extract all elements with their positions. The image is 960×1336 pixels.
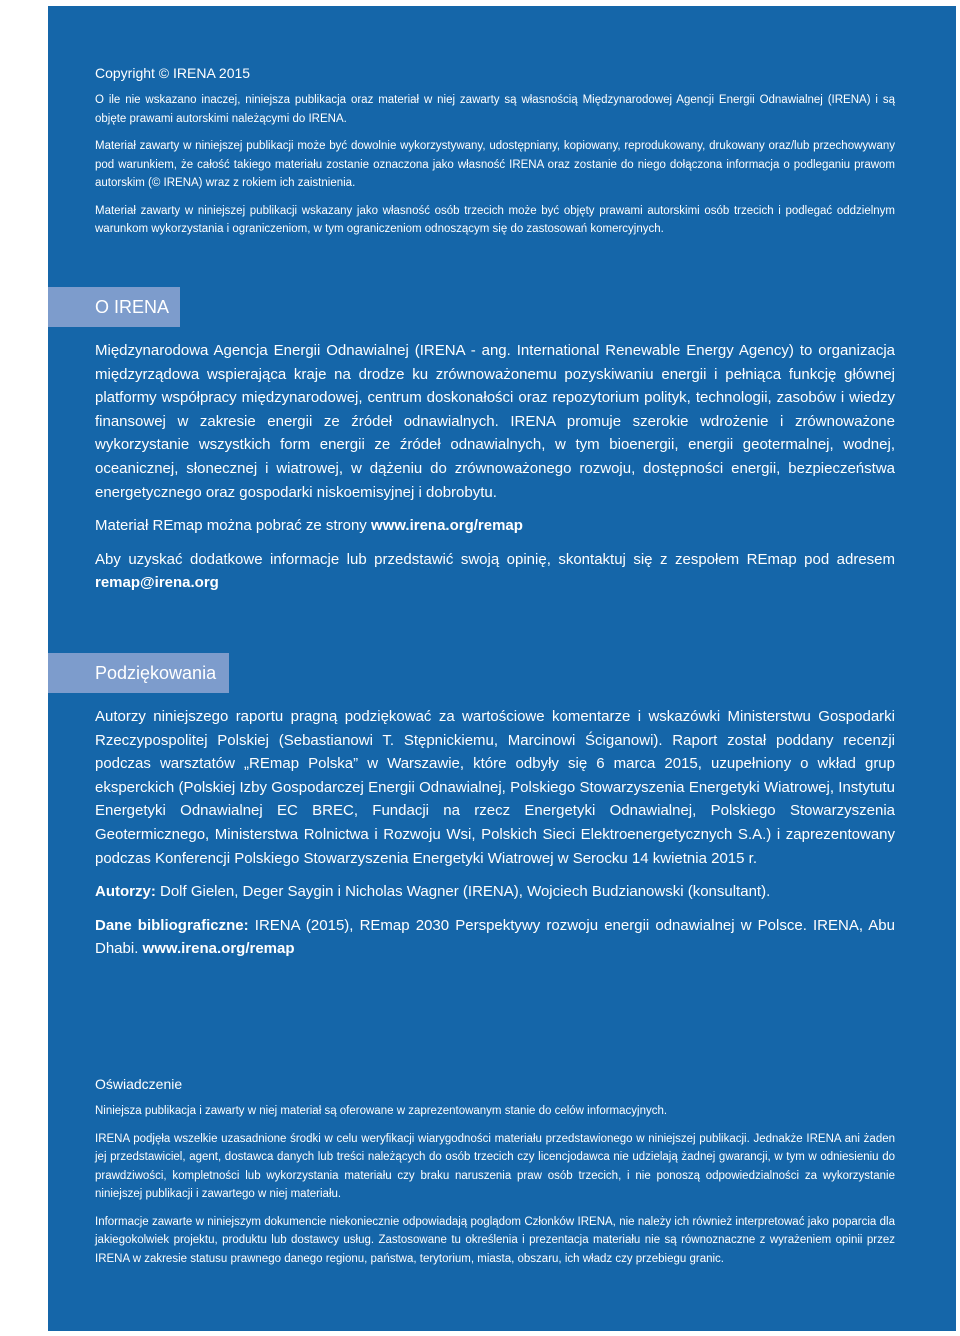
- citation-text: IRENA (2015), REmap 2030 Perspektywy rozwoju energii odnawialnej w Polsce. IRENA, Abu Dhabi.: [95, 916, 895, 958]
- about-paragraph: Międzynarodowa Agencja Energii Odnawialnej (IRENA - ang. International Renewable Energy Agency) to organizacja międzyrządowa wspierająca kraje na drodze ku zrównoważonemu pozyskiwaniu energii i pełniąca funkcję głównej platformy współpracy międzynarodowej, centrum doskonałości oraz repozytorium polityk, technologii, zasobów i wiedzy finansowej w zakresie energii ze źródeł odnawialnych. IRENA promuje szerokie wdrożenie i zrównoważone wykorzystanie wszystkich form energii ze źródeł odnawialnych, w tym bioenergii, energii geotermalnej, wodnej, oceanicznej, słonecznej i wiatrowej, w dążeniu do zrównoważonego rozwoju, dostępności energii, bezpieczeństwa energetycznego oraz gospodarki niskoemisyjnej i dobrobytu.: [95, 342, 895, 501]
- copyright-section: [95, 64, 895, 248]
- citation-link[interactable]: www.irena.org/remap: [142, 940, 295, 958]
- remap-website-link[interactable]: www.irena.org/remap: [370, 517, 523, 535]
- citation-paragraph: [95, 914, 895, 961]
- about-download-paragraph: [95, 514, 895, 538]
- authors-text: Dolf Gielen, Deger Saygin i Nicholas Wagner (IRENA), Wojciech Budzianowski (konsultant).: [155, 883, 771, 901]
- thanks-paragraph: Autorzy niniejszego raportu pragną podziękować za wartościowe komentarze i wskazówki Ministerstwu Gospodarki Rzeczypospolitej Polskiej (Sebastianowi T. Stępnickiemu, Marcinowi Ściganowi). Raport został poddany recenzji podczas warsztatów „REmap Polska” w Warszawie, które odbyły się 6 marca 2015, uzupełniony o wkład grup eksperckich (Polskiej Izby Gospodarczej Energii Odnawialnej, Polskiego Stowarzyszenia Energetyki Wiatrowej, Instytutu Energetyki Odnawialnej EC BREC, Fundacji na rzecz Energetyki Odnawialnej, Polskiego Stowarzyszenia Geotermicznego, Ministerstwa Rolnictwa i Rozwoju Wsi, Polskich Sieci Elektroenergetycznych S.A.) i zaprezentowany podczas Konferencji Polskiego Stowarzyszenia Energetyki Wiatrowej w Serocku 14 kwietnia 2015 r.: [95, 708, 895, 867]
- about-heading: O IRENA: [48, 287, 180, 327]
- authors-paragraph: [95, 880, 895, 904]
- copyright-paragraph-2: Materiał zawarty w niniejszej publikacji może być dowolnie wykorzystywany, udostępniany, kopiowany, reprodukowany, drukowany oraz/lub przechowywany pod warunkiem, że całość takiego materiału zostanie oznaczona jako własność IRENA oraz zostanie do niego dołączona informacja o podleganiu prawom autorskim (© IRENA) wraz z rokiem ich zaistnienia.: [95, 140, 895, 189]
- about-contact-paragraph: [95, 548, 895, 595]
- disclaimer-paragraph-1: Niniejsza publikacja i zawarty w niej materiał są oferowane w zaprezentowanym stanie do celów informacyjnych.: [95, 1105, 668, 1117]
- about-contact-text: Aby uzyskać dodatkowe informacje lub przedstawić swoją opinię, skontaktuj się z zespołem REmap pod adresem: [95, 550, 895, 568]
- about-download-text: Materiał REmap można pobrać ze strony: [95, 517, 371, 535]
- disclaimer-title: Oświadczenie: [95, 1076, 183, 1092]
- disclaimer-paragraph-3: Informacje zawarte w niniejszym dokumencie niekoniecznie odpowiadają poglądom Członków IRENA, nie należy ich również interpretować jako poparcia dla jakiegokolwiek projektu, produktu lub dostawcy usług. Zastosowane tu określenia i prezentacja materiału nie są równoznaczne z wyrażeniem opinii przez IRENA w zakresie statusu prawnego danego regionu, państwa, terytorium, miasta, obszaru, ich władz czy przebiegu granic.: [95, 1215, 895, 1265]
- copyright-paragraph-1: O ile nie wskazano inaczej, niniejsza publikacja oraz materiał w niej zawarty są własnością Międzynarodowej Agencji Energii Odnawialnej (IRENA) i są objęte prawami autorskimi należącymi do IRENA.: [95, 94, 895, 125]
- page: [48, 6, 956, 1331]
- authors-label: Autorzy:: [95, 883, 156, 901]
- disclaimer-section: [95, 1075, 895, 1277]
- remap-email-link[interactable]: remap@irena.org: [95, 574, 219, 592]
- copyright-paragraph-3: Materiał zawarty w niniejszej publikacji wskazany jako własność osób trzecich może być objęty prawami autorskimi osób trzecich i podlegać oddzielnym warunkom wykorzystania i ograniczeniom, w tym ograniczeniom odnoszącym się do zastosowań komercyjnych.: [95, 204, 895, 235]
- thanks-heading: Podziękowania: [48, 653, 229, 693]
- about-section: [95, 339, 895, 605]
- thanks-section: [95, 705, 895, 971]
- disclaimer-paragraph-2: IRENA podjęła wszelkie uzasadnione środki w celu weryfikacji wiarygodności materiału przedstawionego w niniejszej publikacji. Jednakże IRENA ani żaden jej przedstawiciel, agent, dostawca danych lub treści należących do osób trzecich czy licencjodawca nie udzielają żadnej gwarancji, w tym w odniesieniu do prawdziwości, kompletności lub wykorzystania materiału czy braku naruszenia praw osób trzecich, i nie ponoszą odpowiedzialności za wykorzystanie niniejszej publikacji i zawartego w niej materiału.: [95, 1132, 895, 1200]
- copyright-title: Copyright © IRENA 2015: [95, 65, 251, 81]
- citation-label: Dane bibliograficzne:: [95, 916, 249, 934]
